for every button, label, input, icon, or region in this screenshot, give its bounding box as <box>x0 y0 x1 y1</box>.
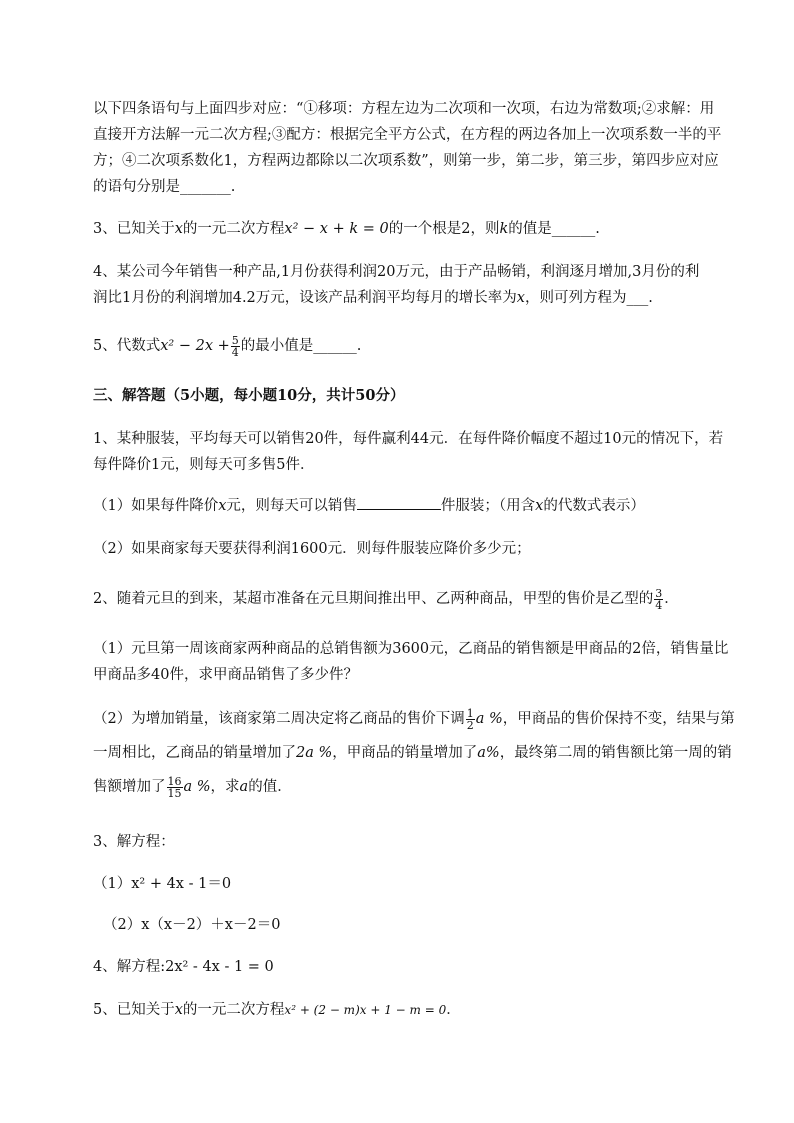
equation: x² − x + k = 0 <box>284 221 389 237</box>
text: 件服装；（用含 <box>440 498 536 514</box>
text: 一周相比，乙商品的销量增加了 <box>93 745 296 761</box>
math-var: k <box>499 221 509 237</box>
text: 的值． <box>248 779 292 795</box>
math-var: x <box>174 1002 183 1018</box>
answer-blank <box>357 495 441 510</box>
fill-question-4 <box>93 259 705 311</box>
equation: x² + (2 − m)x + 1 − m = 0 <box>284 1003 447 1017</box>
fraction-denominator: 2 <box>466 718 474 732</box>
text: 5、已知关于 <box>93 1002 175 1018</box>
fraction <box>466 708 475 731</box>
fraction <box>167 776 183 799</box>
fraction-denominator: 4 <box>231 345 239 359</box>
text: 3、已知关于 <box>93 221 175 237</box>
fraction <box>654 588 663 611</box>
text: 5、代数式 <box>93 338 161 354</box>
text: 的一元二次方程 <box>182 221 285 237</box>
math-term: 2a % <box>296 745 333 761</box>
solve-question-1-part-2: （2）如果商家每天要获得利润1600元．则每件服装应降价多少元； <box>93 541 531 557</box>
intro-paragraph <box>93 96 722 200</box>
section-heading: 三、解答题（5小题，每小题10分，共计50分） <box>93 387 405 404</box>
text: 元，则每天可以销售 <box>226 498 357 514</box>
solve-question-2-part-1 <box>93 636 729 688</box>
equation-1: （1）x² + 4x - 1＝0 <box>93 876 232 892</box>
math-term: a % <box>475 711 503 727</box>
solve-question-1-part-1 <box>93 493 705 519</box>
text: ． <box>446 1002 461 1018</box>
fraction-numerator: 1 <box>466 706 474 720</box>
solve-question-5 <box>93 997 705 1023</box>
fraction <box>231 335 240 358</box>
text-line: 以下四条语句与上面四步对应：“①移项：方程左边为二次项和一次项，右边为常数项;②求解：用 <box>93 101 715 117</box>
text-line: 1、某种服装，平均每天可以销售20件，每件赢利44元．在每件降价幅度不超过10元的情况下，若 <box>93 431 724 447</box>
fraction-numerator: 5 <box>231 333 239 347</box>
math-var: x <box>218 498 227 514</box>
text: 售额增加了 <box>93 779 166 795</box>
text: 的一个根是2，则 <box>388 221 500 237</box>
text: 的一元二次方程 <box>182 1002 285 1018</box>
fill-question-5 <box>93 333 705 359</box>
equation-2: （2）x（x－2）＋x－2＝0 <box>103 917 281 933</box>
fraction-denominator: 15 <box>167 786 182 800</box>
text-line: （1）元旦第一周该商家两种商品的总销售额为3600元，乙商品的销售额是甲商品的2倍，销售量比 <box>93 641 729 657</box>
expression: x² − 2x + <box>160 338 230 354</box>
text-line: 4、某公司今年销售一种产品,1月份获得利润20万元，由于产品畅销，利润逐月增加,3月份的利 <box>93 264 700 280</box>
text: （2）为增加销量，该商家第二周决定将乙商品的售价下调 <box>93 711 465 727</box>
math-var: x <box>516 290 525 306</box>
text: 的值是______. <box>508 221 600 237</box>
text: ，最终第二周的销售额比第一周的销 <box>499 745 732 761</box>
solve-question-2-part-2 <box>93 706 735 800</box>
text: ，求 <box>210 779 240 795</box>
math-term: a % <box>183 779 211 795</box>
text: 的最小值是______. <box>240 338 362 354</box>
text: 的代数式表示） <box>543 498 645 514</box>
text: 2、随着元旦的到来，某超市准备在元旦期间推出甲、乙两种商品，甲型的售价是乙型的 <box>93 591 654 607</box>
text: ，甲商品的售价保持不变，结果与第 <box>502 711 735 727</box>
text-line: 甲商品多40件，求甲商品销售了多少件？ <box>93 667 358 683</box>
fraction-denominator: 4 <box>655 598 663 612</box>
text: ，则可列方程为___. <box>524 290 653 306</box>
text-line: 的语句分别是_______. <box>93 179 236 195</box>
text: ． <box>664 591 679 607</box>
fraction-numerator: 3 <box>655 586 663 600</box>
text-line: 每件降价1元，则每天可多售5件． <box>93 457 315 473</box>
text: （1）如果每件降价 <box>93 498 219 514</box>
text: ，甲商品的销量增加了 <box>332 745 478 761</box>
solve-question-3-title: 3、解方程： <box>93 834 175 850</box>
fill-question-3 <box>93 216 705 242</box>
solve-question-4: 4、解方程:2x² - 4x - 1 = 0 <box>93 959 274 975</box>
text-line: 直接开方法解一元二次方程;③配方：根据完全平方公式，在方程的两边各加上一次项系数一半的平 <box>93 127 722 143</box>
solve-question-1 <box>93 426 724 478</box>
math-var: x <box>174 221 183 237</box>
math-term: a% <box>477 745 500 761</box>
text-line: 方；④二次项系数化1，方程两边都除以二次项系数”，则第一步，第二步，第三步，第四步应对应 <box>93 153 719 169</box>
text: 润比1月份的利润增加4.2万元，设该产品利润平均每月的增长率为 <box>93 290 517 306</box>
math-var: a <box>239 779 249 795</box>
math-var: x <box>535 498 544 514</box>
fraction-numerator: 16 <box>167 774 182 788</box>
solve-question-2 <box>93 586 705 612</box>
